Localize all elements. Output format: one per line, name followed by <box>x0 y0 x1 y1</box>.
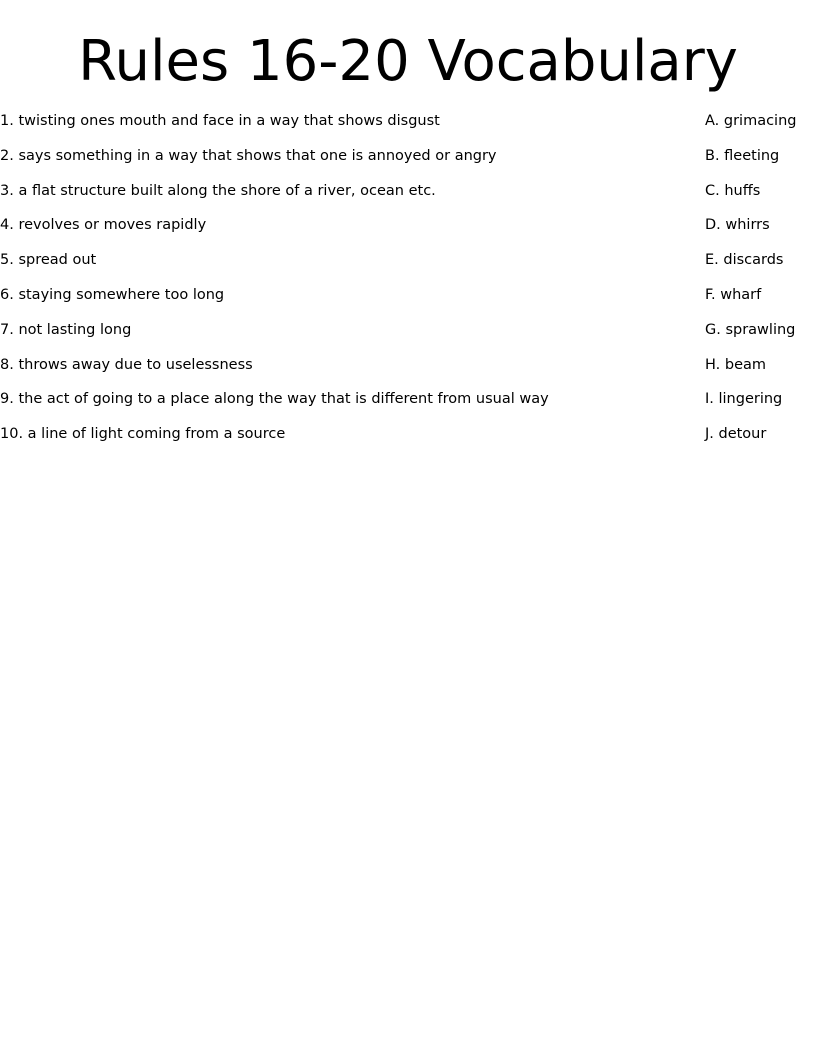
match-row <box>0 145 816 180</box>
answer-option: B. fleeting <box>705 147 780 164</box>
definition-item: 7. not lasting long <box>0 321 132 338</box>
match-row <box>0 354 816 389</box>
definition-item: 3. a flat structure built along the shore of a river, ocean etc. <box>0 182 436 199</box>
answer-option: G. sprawling <box>705 321 796 338</box>
definition-item: 2. says something in a way that shows that one is annoyed or angry <box>0 147 497 164</box>
match-row <box>0 180 816 215</box>
definition-item: 10. a line of light coming from a source <box>0 426 286 443</box>
match-row <box>0 388 816 423</box>
definition-item: 5. spread out <box>0 252 97 269</box>
definition-item: 8. throws away due to uselessness <box>0 356 253 373</box>
answer-option: A. grimacing <box>705 113 797 129</box>
match-row <box>0 249 816 284</box>
definition-item: 9. the act of going to a place along the way that is different from usual way <box>0 391 549 408</box>
answer-option: E. discards <box>705 252 784 269</box>
definition-item: 1. twisting ones mouth and face in a way that shows disgust <box>0 113 440 129</box>
answer-option: C. huffs <box>705 182 761 199</box>
answer-option: H. beam <box>705 356 767 373</box>
match-row <box>0 319 816 354</box>
match-row <box>0 214 816 249</box>
definition-item: 6. staying somewhere too long <box>0 286 225 303</box>
match-row <box>0 110 816 145</box>
page-title: Rules 16-20 Vocabulary <box>78 29 738 94</box>
answer-option: F. wharf <box>705 286 762 303</box>
answer-option: D. whirrs <box>705 217 770 234</box>
match-row <box>0 423 816 458</box>
matching-list <box>0 110 816 458</box>
answer-option: J. detour <box>705 426 767 443</box>
match-row <box>0 284 816 319</box>
definition-item: 4. revolves or moves rapidly <box>0 217 207 234</box>
answer-option: I. lingering <box>705 391 783 408</box>
